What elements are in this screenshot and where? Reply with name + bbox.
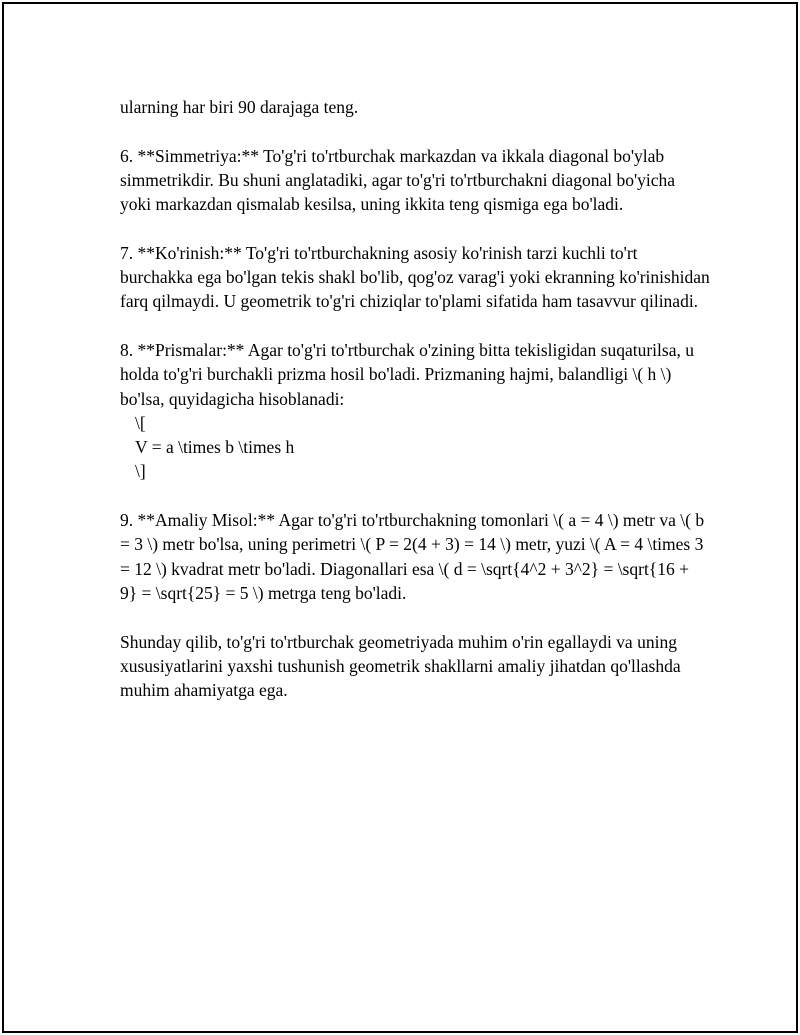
paragraph-appearance: 7. **Ko'rinish:** To'g'ri to'rtburchakning asosiy ko'rinish tarzi kuchli to'rt burchakka ega bo'lgan tekis shakl bo'lib, qog'oz varag'i yoki ekranning ko'rinishidan farq qilmaydi. U geometrik to'g'ri chiziqlar to'plami sifatida ham tasavvur qilinadi. [120,242,715,312]
paragraph-prisms-block [120,338,710,484]
document-body [120,95,715,727]
document-page [2,2,798,1033]
paragraph-continuation: ularning har biri 90 darajaga teng. [120,97,359,117]
paragraph-symmetry: 6. **Simmetriya:** To'g'ri to'rtburchak markazdan va ikkala diagonal bo'ylab simmetrikdir. Bu shuni anglatadiki, agar to'g'ri to'rtburchakni diagonal bo'yicha yoki markazdan qismalab kesilsa, uning ikkita teng qismiga ega bo'ladi. [120,145,680,215]
paragraph-conclusion: Shunday qilib, to'g'ri to'rtburchak geometriyada muhim o'rin egallaydi va uning xususiyatlarini yaxshi tushunish geometrik shakllarni amaliy jihatdan qo'llashda muhim ahamiyatga ega. [120,631,685,701]
formula-close: \] [135,461,146,482]
paragraph-prisms: 8. **Prismalar:** Agar to'g'ri to'rtburchak o'zining bitta tekisligidan suqaturilsa, u holda to'g'ri burchakli prizma hosil bo'ladi. Prizmaning hajmi, balandligi \( h \) bo'lsa, quyidagicha hisoblanadi: [120,339,699,409]
formula-volume: V = a \times b \times h [135,437,295,458]
formula-open: \[ [135,412,146,433]
paragraph-practical-example: 9. **Amaliy Misol:** Agar to'g'ri to'rtburchakning tomonlari \( a = 4 \) metr va \( b = 3 \) metr bo'lsa, uning perimetri \( P = 2(4 + 3) = 14 \) metr, yuzi \( A = 4 \times 3 = 12 \) kvadrat metr bo'ladi. Diagonallari esa \( d = \sqrt{4^2 + 3^2} = \sqrt{16 + 9} = \sqrt{25} = 5 \) metrga teng bo'ladi. [120,510,709,603]
